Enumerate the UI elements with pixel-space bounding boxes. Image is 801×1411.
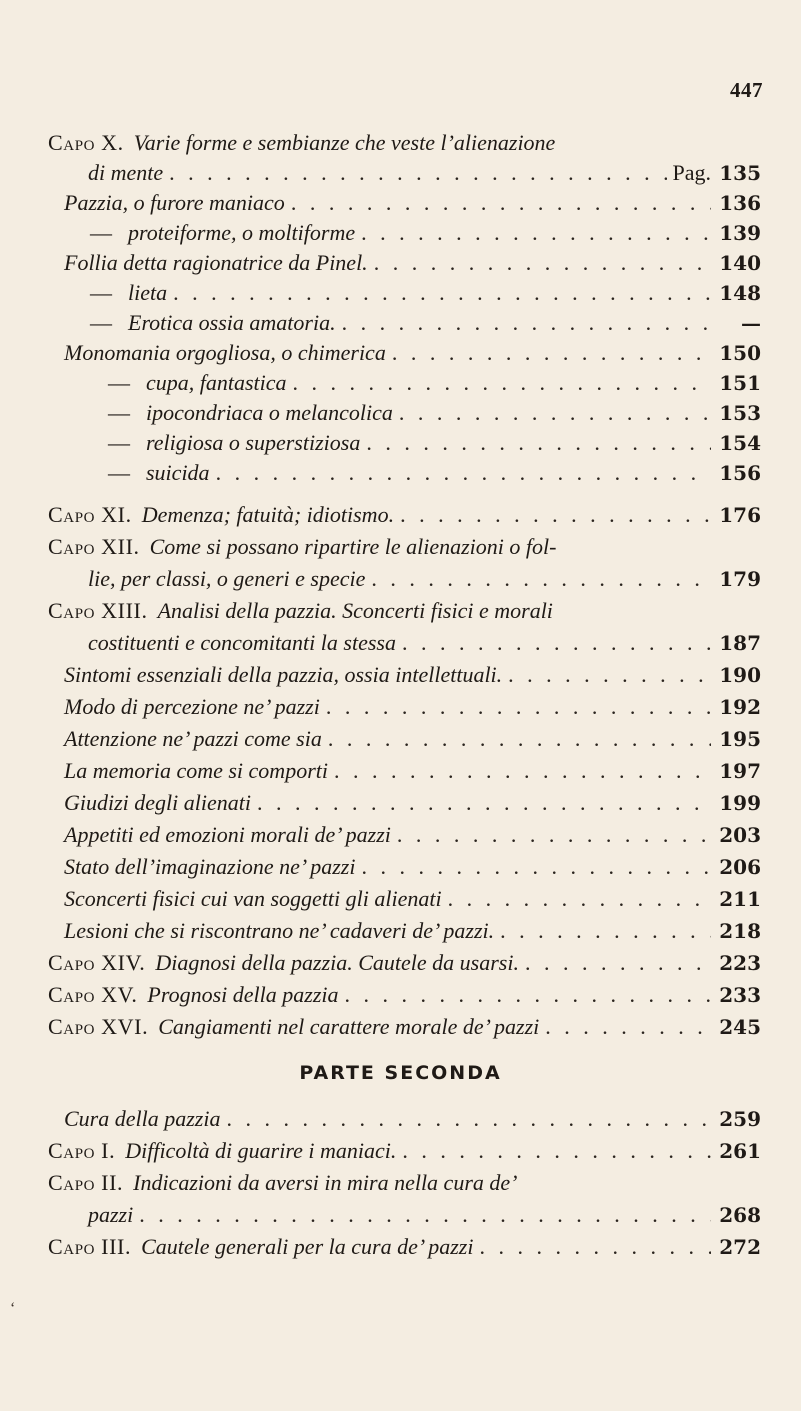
toc-entry [64, 852, 761, 882]
entry-title: Come si possano ripartire le alienazioni o fol- [149, 534, 557, 559]
dot-leader [397, 820, 711, 850]
capo-label: Capo XI. [48, 502, 132, 527]
entry-title: Varie forme e sembianze che veste l’alienazione [133, 130, 556, 155]
dot-leader [291, 188, 711, 218]
entry-title: pazzi [88, 1202, 134, 1227]
dot-leader [293, 368, 711, 398]
dot-leader [392, 338, 711, 368]
toc-entry [48, 532, 761, 562]
entry-title: Cautele generali per la cura de’ pazzi [141, 1234, 474, 1259]
ditto-dash: — [90, 280, 112, 305]
entry-title: Indicazioni da aversi in mira nella cura de’ [133, 1170, 518, 1195]
page-number: 447 [730, 78, 763, 102]
dot-leader [226, 1104, 711, 1134]
toc-entry [108, 428, 761, 458]
ditto-dash: — [108, 400, 130, 425]
toc-entry [64, 188, 761, 218]
entry-title: Cura della pazzia [64, 1106, 221, 1131]
page-ref: 203 [719, 823, 761, 847]
entry-title: Monomania orgogliosa, o chimerica [64, 340, 386, 365]
page-ref: 195 [719, 727, 761, 751]
toc-entry [64, 1104, 761, 1134]
capo-label: Capo XII. [48, 534, 140, 559]
page-ref: 261 [719, 1139, 761, 1163]
page-ref: 150 [719, 341, 761, 365]
capo-label: Capo XIII. [48, 598, 148, 623]
entry-title: religiosa o superstiziosa [146, 430, 361, 455]
dot-leader [216, 458, 711, 488]
dot-leader [169, 158, 666, 188]
toc-entry [48, 596, 761, 626]
ditto-dash: — [90, 310, 112, 335]
pag-label: Pag. [672, 160, 711, 185]
capo-label: Capo II. [48, 1170, 124, 1195]
entry-title: Stato dell’imaginazione ne’ pazzi [64, 854, 356, 879]
dot-leader [334, 756, 711, 786]
entry-title: Prognosi della pazzia [147, 982, 339, 1007]
toc-entry [48, 1168, 761, 1198]
toc-entry [48, 500, 761, 530]
dot-leader [139, 1200, 711, 1230]
page-ref: 156 [719, 461, 761, 485]
entry-title: La memoria come si comporti [64, 758, 328, 783]
entry-title: Cangiamenti nel carattere morale de’ pazzi [158, 1014, 540, 1039]
page-ref: 192 [719, 695, 761, 719]
toc-entry [64, 788, 761, 818]
entry-title: suicida [146, 460, 210, 485]
entry-title: di mente [88, 160, 164, 185]
capo-label: Capo XVI. [48, 1014, 149, 1039]
page-ref: 206 [719, 855, 761, 879]
toc-entry [64, 756, 761, 786]
ditto-dash: — [90, 220, 112, 245]
toc-entry [88, 628, 761, 658]
entry-title: Modo di percezione ne’ pazzi [64, 694, 320, 719]
dot-leader [345, 980, 711, 1010]
page-ref: 151 [719, 371, 761, 395]
toc-entry [64, 248, 761, 278]
entry-title: Sintomi essenziali della pazzia, ossia intellettuali. [64, 662, 503, 687]
entry-title: Sconcerti fisici cui van soggetti gli alienati [64, 886, 442, 911]
dot-leader [371, 564, 711, 594]
toc-entry [48, 948, 761, 978]
page-ref: 272 [719, 1235, 761, 1259]
capo-label: Capo I. [48, 1138, 116, 1163]
ditto-dash: — [108, 430, 130, 455]
page-ref: — [741, 311, 761, 335]
toc-entry [90, 218, 761, 248]
page-ref: 223 [719, 951, 761, 975]
entry-title: costituenti e concomitanti la stessa [88, 630, 396, 655]
page-ref: 140 [719, 251, 761, 275]
page-ref: 190 [719, 663, 761, 687]
page-ref: 197 [719, 759, 761, 783]
section-heading: PARTE SECONDA [299, 1062, 502, 1084]
entry-title: Follia detta ragionatrice da Pinel. [64, 250, 368, 275]
dot-leader [448, 884, 711, 914]
ditto-dash: — [108, 460, 130, 485]
page-ref: 187 [719, 631, 761, 655]
entry-title: Lesioni che si riscontrano ne’ cadaveri de’ pazzi. [64, 918, 495, 943]
toc-entry [108, 368, 761, 398]
page-ref: 211 [719, 887, 761, 911]
page-ref: 179 [719, 567, 761, 591]
page-ref: 245 [719, 1015, 761, 1039]
entry-title: Attenzione ne’ pazzi come sia [64, 726, 322, 751]
ink-speck: ʻ [10, 1300, 16, 1317]
entry-title: proteiforme, o moltiforme [128, 220, 356, 245]
capo-label: Capo XV. [48, 982, 138, 1007]
entry-title: Erotica ossia amatoria. [128, 310, 336, 335]
page-ref: 148 [719, 281, 761, 305]
page-ref: 136 [719, 191, 761, 215]
dot-leader [326, 692, 711, 722]
page-ref: 233 [719, 983, 761, 1007]
toc-entry [88, 158, 761, 188]
toc-entry [64, 820, 761, 850]
toc-entry [48, 1232, 761, 1262]
dot-leader [328, 724, 711, 754]
toc-entry [64, 660, 761, 690]
entry-title: Diagnosi della pazzia. Cautele da usarsi. [155, 950, 519, 975]
toc-entry [108, 398, 761, 428]
dot-leader [361, 218, 711, 248]
entry-title: lieta [128, 280, 168, 305]
page-ref: 153 [719, 401, 761, 425]
toc-entry [90, 308, 761, 338]
entry-title: lie, per classi, o generi e specie [88, 566, 366, 591]
capo-label: Capo X. [48, 130, 124, 155]
toc-entry [88, 564, 761, 594]
entry-title: Difficoltà di guarire i maniaci. [125, 1138, 397, 1163]
dot-leader [342, 308, 711, 338]
toc-entry [64, 884, 761, 914]
dot-leader [545, 1012, 711, 1042]
toc-entry [64, 724, 761, 754]
capo-label: Capo XIV. [48, 950, 146, 975]
dot-leader [173, 278, 711, 308]
toc-entry [64, 692, 761, 722]
page-ref: 259 [719, 1107, 761, 1131]
dot-leader [525, 948, 711, 978]
dot-leader [402, 1136, 711, 1166]
toc-entry [48, 128, 761, 158]
dot-leader [361, 852, 711, 882]
dot-leader [374, 248, 711, 278]
entry-title: cupa, fantastica [146, 370, 287, 395]
dot-leader [479, 1232, 711, 1262]
entry-title: Demenza; fatuità; idiotismo. [141, 502, 395, 527]
dot-leader [400, 500, 711, 530]
dot-leader [500, 916, 711, 946]
page-ref: 218 [719, 919, 761, 943]
dot-leader [257, 788, 711, 818]
toc-entry [48, 980, 761, 1010]
toc-entry [48, 1012, 761, 1042]
page-ref: 268 [719, 1203, 761, 1227]
page-ref: 176 [719, 503, 761, 527]
toc-entry [64, 338, 761, 368]
capo-label: Capo III. [48, 1234, 132, 1259]
dot-leader [402, 628, 711, 658]
page-ref: 135 [719, 161, 761, 185]
entry-title: ipocondriaca o melancolica [146, 400, 393, 425]
dot-leader [399, 398, 711, 428]
dot-leader [508, 660, 711, 690]
page-ref: 139 [719, 221, 761, 245]
ditto-dash: — [108, 370, 130, 395]
entry-title: Analisi della pazzia. Sconcerti fisici e morali [157, 598, 553, 623]
dot-leader [366, 428, 711, 458]
entry-title: Pazzia, o furore maniaco [64, 190, 285, 215]
entry-title: Appetiti ed emozioni morali de’ pazzi [64, 822, 391, 847]
toc-entry [64, 916, 761, 946]
toc-entry [88, 1200, 761, 1230]
toc-entry [108, 458, 761, 488]
entry-title: Giudizi degli alienati [64, 790, 251, 815]
toc-entry [48, 1136, 761, 1166]
page-ref: 199 [719, 791, 761, 815]
toc-entry [90, 278, 761, 308]
page-ref: 154 [719, 431, 761, 455]
